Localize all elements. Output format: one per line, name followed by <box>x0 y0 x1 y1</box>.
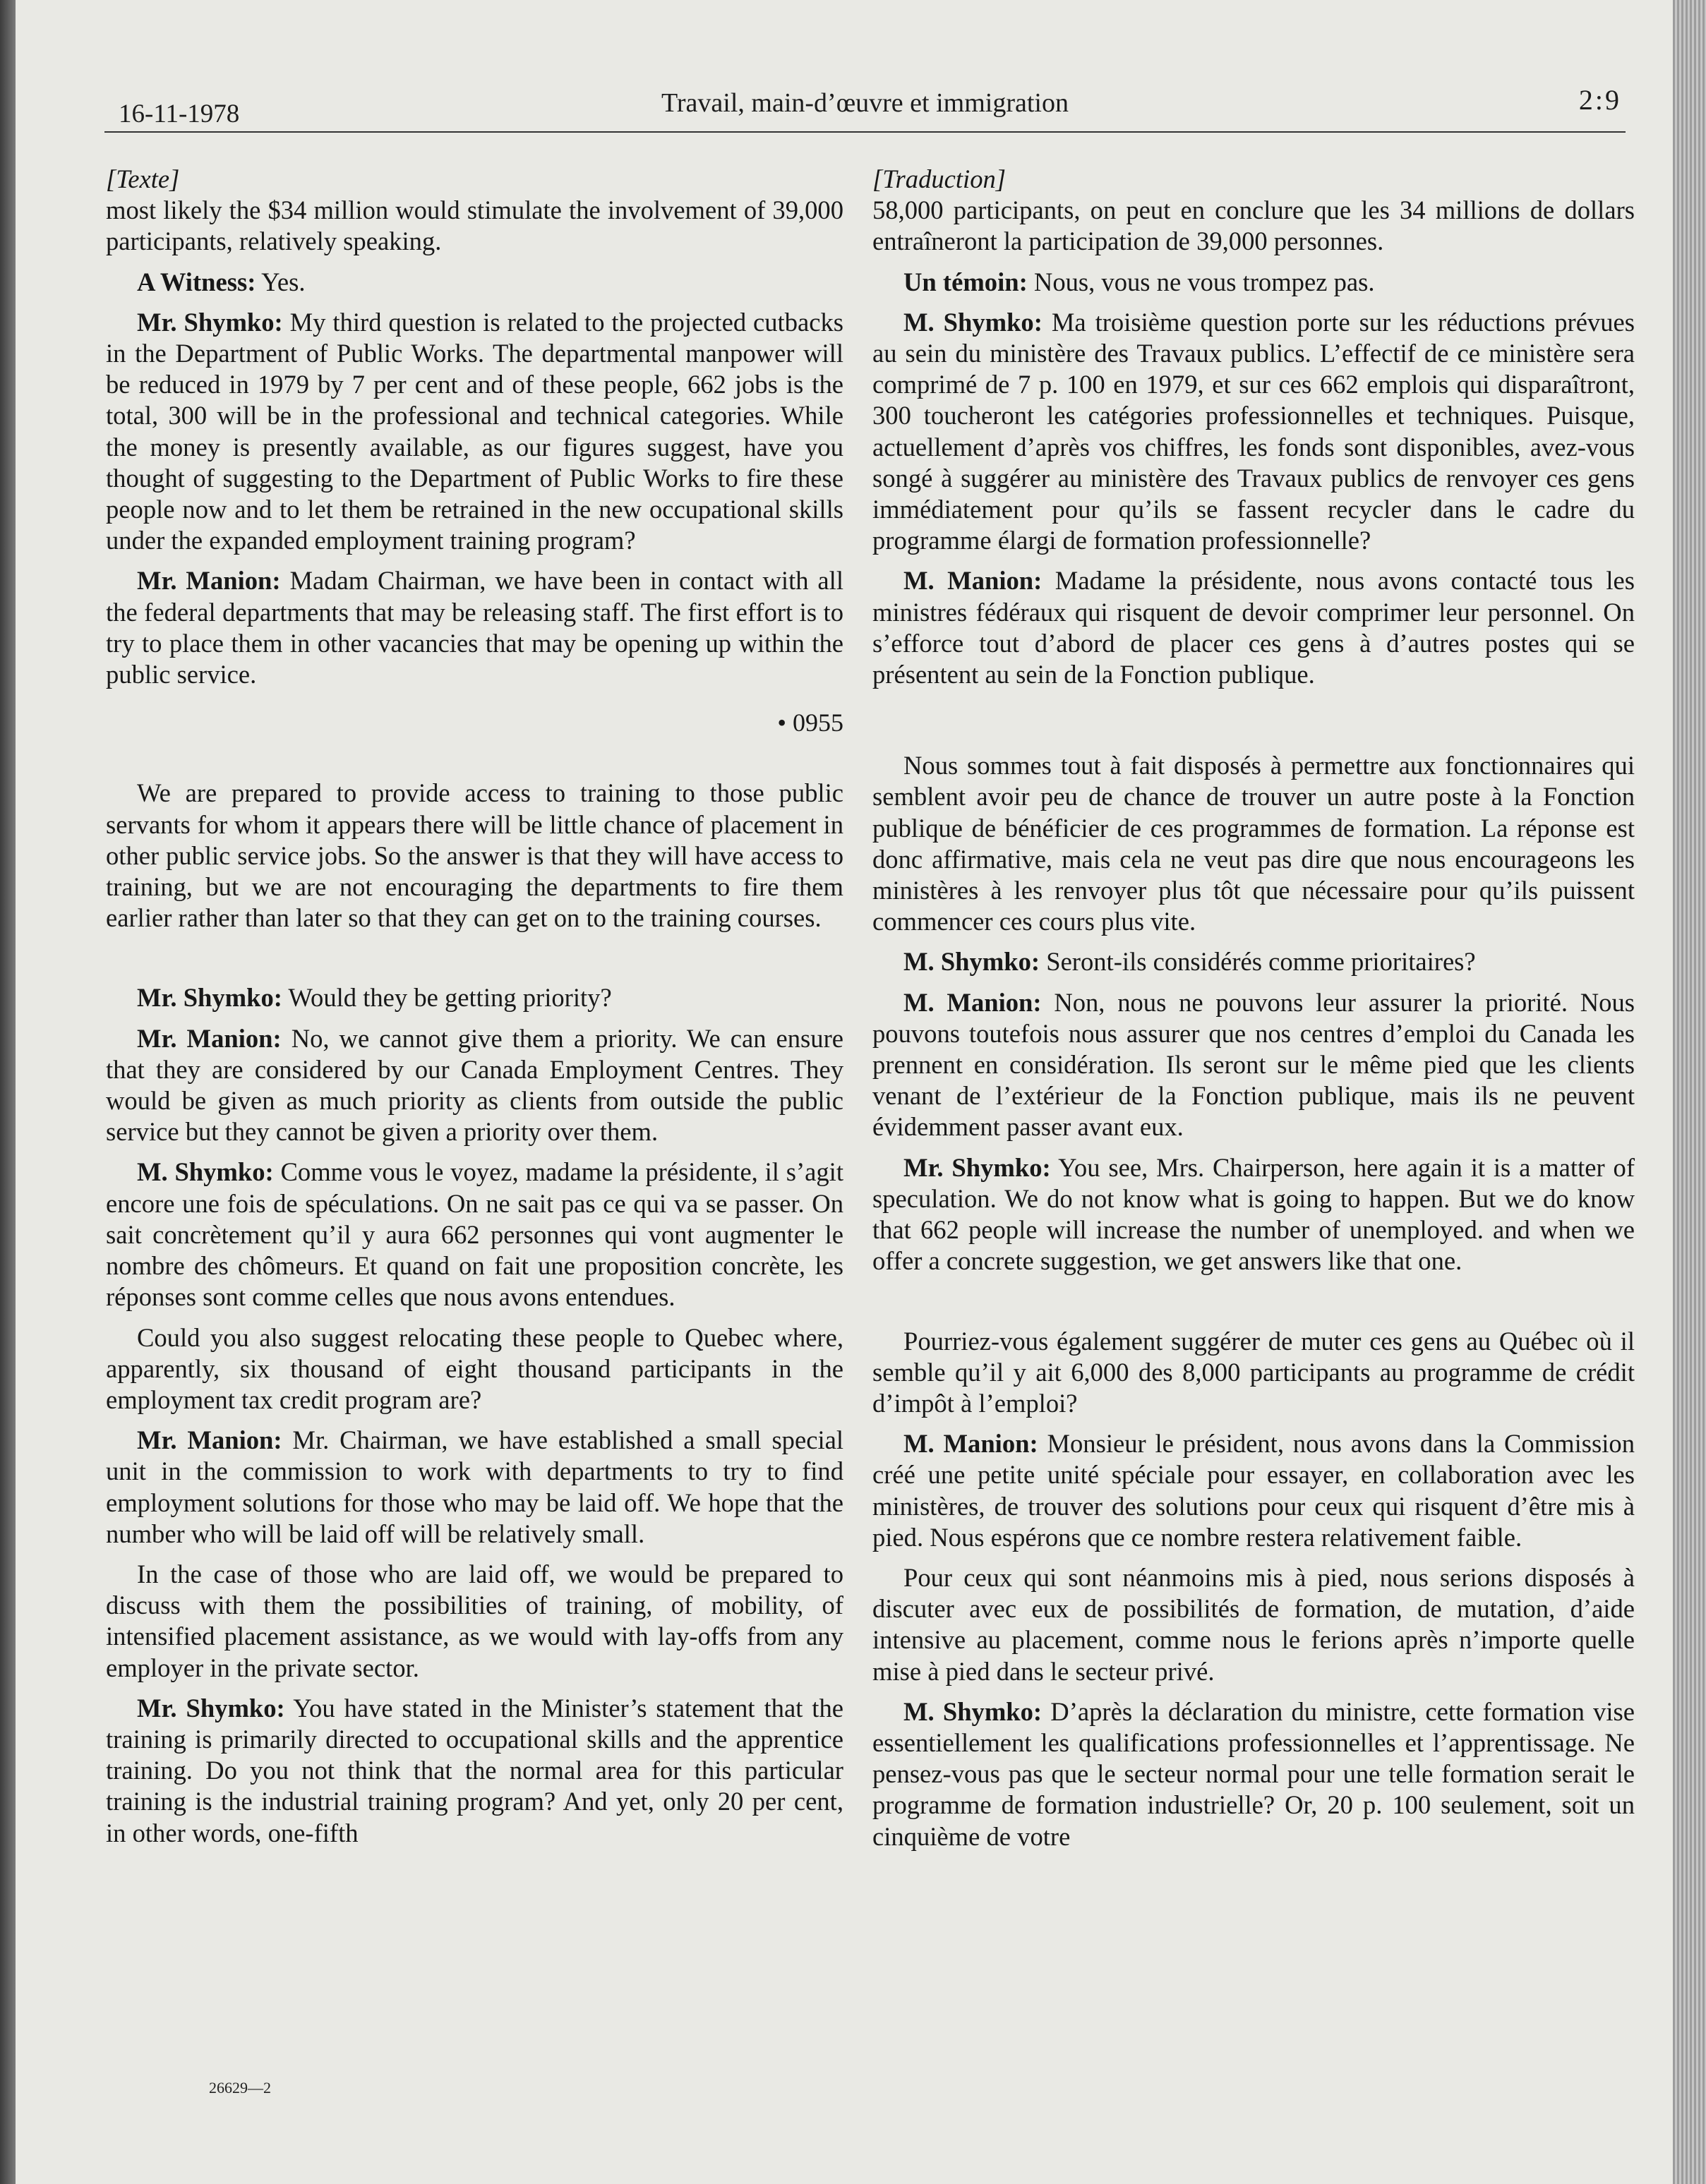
column-tag: [Texte] <box>106 164 180 193</box>
speaker-label: M. Manion: <box>903 987 1042 1017</box>
paragraph: Pourriez-vous également suggérer de muter ces gens au Québec où il semble qu’il y ait 6,000 des 8,000 participants au programme de crédit d’impôt à l’emploi? <box>872 1326 1635 1418</box>
speaker-label: Mr. Shymko: <box>137 307 283 337</box>
time-marker: • 0955 <box>777 708 843 737</box>
paragraph: M. Shymko: Ma troisième question porte sur les réductions prévues au sein du ministère des Travaux publics. L’effectif de ce ministère sera comprimé de 7 p. 100 en 1979, et sur ces 662 emplois qui disparaîtront, 300 toucheront les catégories professionnelles et techniques. Puisque, actuellement d’après vos chiffres, les fonds sont disponibles, avez-vous songé à suggérer au ministère des Travaux publics de renvoyer ces gens immédiatement pour qu’ils se fassent recycler dans le cadre du programme élargi de formation professionnelle? <box>872 307 1635 555</box>
paragraph: We are prepared to provide access to training to those public servants for whom it appears there will be little chance of placement in other public service jobs. So the answer is that they will have access to training, but we are not encouraging the departments to fire them earlier rather than later so that they can get on to the training courses. <box>106 778 843 933</box>
paragraph: M. Manion: Madame la présidente, nous avons contacté tous les ministres fédéraux qui risquent de devoir comprimer leur personnel. On s’efforce tout d’abord de placer ces gens à d’autres postes qui se présentent au sein de la Fonction publique. <box>872 566 1635 689</box>
speaker-label: Mr. Shymko: <box>903 1152 1051 1182</box>
paragraph: M. Shymko: Comme vous le voyez, madame la présidente, il s’agit encore une fois de spéculations. On ne sait pas ce qui va se passer. On sait concrètement qu’il y aura 662 personnes qui vont augmenter le nombre des chômeurs. Et quand on fait une proposition concrète, les réponses sont comme celles que nous avons entendues. <box>106 1157 843 1312</box>
speaker-label: M. Manion: <box>903 566 1043 596</box>
book-spine-shadow <box>0 0 16 2184</box>
speaker-label: M. Shymko: <box>903 307 1043 337</box>
paragraph: Could you also suggest relocating these people to Quebec where, apparently, six thousand of eight thousand participants in the employment tax credit program are? <box>106 1322 843 1414</box>
speaker-label: Mr. Shymko: <box>137 1693 285 1723</box>
speaker-label: Un témoin: <box>903 267 1028 296</box>
paragraph: Mr. Shymko: You see, Mrs. Chairperson, here again it is a matter of speculation. We do not know what is going to happen. But we do know that 662 people will increase the number of unemployed. and when we offer a concrete suggestion, we get answers like that one. <box>872 1152 1635 1276</box>
speaker-label: M. Shymko: <box>903 947 1040 977</box>
french-column <box>872 164 1635 1862</box>
paragraph: M. Shymko: Seront-ils considérés comme prioritaires? <box>903 947 1476 977</box>
paragraph: Un témoin: Nous, vous ne vous trompez pas. <box>903 267 1375 296</box>
paragraph: M. Shymko: D’après la déclaration du ministre, cette formation vise essentiellement les qualifications professionnelles et l’apprentissage. Ne pensez-vous pas que le secteur normal pour une telle formation serait le programme de formation industrielle? Or, 20 p. 100 seulement, soit un cinquième de votre <box>872 1696 1635 1851</box>
paragraph: M. Manion: Non, nous ne pouvons leur assurer la priorité. Nous pouvons toutefois nous assurer que nos centres d’emploi du Canada les prennent en considération. Ils seront sur le même pied que les clients venant de l’extérieur de la Fonction publique, mais ils ne peuvent évidemment passer avant eux. <box>872 987 1635 1142</box>
running-header <box>104 83 1626 133</box>
speaker-label: M. Shymko: <box>903 1696 1043 1726</box>
paragraph: Nous sommes tout à fait disposés à permettre aux fonctionnaires qui semblent avoir peu de chance de trouver un autre poste à la Fonction publique de bénéficier de ces programmes de formation. La réponse est donc affirmative, mais cela ne veut pas dire que nous encourageons les ministères à les renvoyer plus tôt que nécessaire pour qu’ils puissent commencer ces cours plus vite. <box>872 751 1635 936</box>
column-tag: [Traduction] <box>872 164 1007 193</box>
speaker-label: Mr. Shymko: <box>137 983 282 1013</box>
paragraph: Mr. Shymko: Would they be getting priority? <box>137 983 612 1013</box>
paragraph: A Witness: Yes. <box>137 267 306 296</box>
header-title: Travail, main-d’œuvre et immigration <box>661 88 1069 118</box>
speaker-label: Mr. Manion: <box>137 566 281 596</box>
paragraph: 58,000 participants, on peut en conclure que les 34 millions de dollars entraîneront la participation de 39,000 personnes. <box>872 195 1635 256</box>
paragraph: most likely the $34 million would stimulate the involvement of 39,000 participants, relatively speaking. <box>106 195 843 256</box>
header-page-number: 2:9 <box>1578 84 1621 116</box>
header-date: 16-11-1978 <box>119 99 240 128</box>
speaker-label: Mr. Manion: <box>137 1023 282 1053</box>
print-code: 26629—2 <box>209 2079 271 2096</box>
speaker-label: Mr. Manion: <box>137 1425 282 1455</box>
paragraph: Pour ceux qui sont néanmoins mis à pied, nous serions disposés à discuter avec eux de possibilités de formation, de mutation, d’aide intensive au placement, comme nous le ferions après n’importe quelle mise à pied dans le secteur privé. <box>872 1562 1635 1686</box>
page-stack-edge <box>1673 0 1706 2184</box>
speaker-label: M. Manion: <box>903 1429 1038 1459</box>
paragraph: Mr. Manion: Mr. Chairman, we have established a small special unit in the commission to work with departments to try to find employment solutions for those who may be laid off. We hope that the number who will be laid off will be relatively small. <box>106 1425 844 1548</box>
paragraph: In the case of those who are laid off, we would be prepared to discuss with them the possibilities of training, of mobility, of intensified placement assistance, as we would with lay-offs from any employer in the private sector. <box>106 1559 843 1682</box>
paragraph: Mr. Manion: No, we cannot give them a priority. We can ensure that they are considered by our Canada Employment Centres. They would be given as much priority as clients from outside the public service but they cannot be given a priority over them. <box>106 1023 843 1147</box>
speaker-label: M. Shymko: <box>137 1157 274 1187</box>
paragraph: M. Manion: Monsieur le président, nous avons dans la Commission créé une petite unité spéciale pour essayer, en collaboration avec les ministères, de trouver des solutions pour ceux qui risquent d’être mis à pied. Nous espérons que ce nombre restera relativement faible. <box>872 1429 1635 1552</box>
paragraph: Mr. Shymko: My third question is related to the projected cutbacks in the Department of Public Works. The departmental manpower will be reduced in 1979 by 7 per cent and of these people, 662 jobs is the total, 300 will be in the professional and technical categories. While the money is presently available, as our figures suggest, have you thought of suggesting to the Department of Public Works to fire these people now and to let them be retrained in the new occupational skills under the expanded employment training program? <box>106 307 843 555</box>
paragraph: Mr. Shymko: You have stated in the Minister’s statement that the training is primarily directed to occupational skills and the apprentice training. Do you not think that the normal area for this particular training is the industrial training program? And yet, only 20 per cent, in other words, one-fifth <box>106 1693 843 1847</box>
paragraph: Mr. Manion: Madam Chairman, we have been in contact with all the federal departments that may be releasing staff. The first effort is to try to place them in other vacancies that may be opening up within the public service. <box>106 566 843 689</box>
speaker-label: A Witness: <box>137 267 256 296</box>
english-column <box>106 164 843 1858</box>
